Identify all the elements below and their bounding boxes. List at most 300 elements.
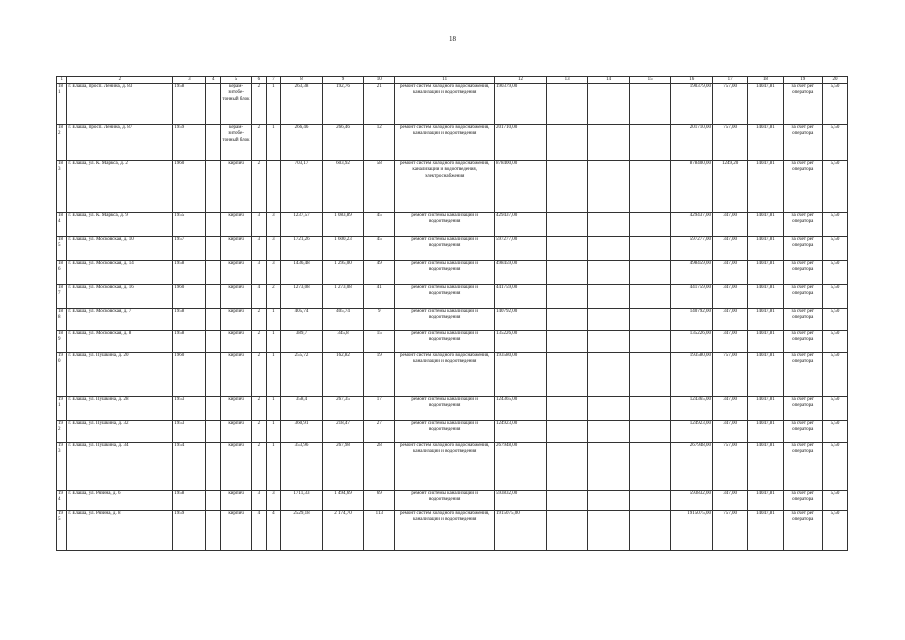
column-number: 2 (67, 77, 173, 84)
year-cell: 1960 (173, 353, 206, 397)
empty-cell (546, 84, 588, 125)
column-number: 20 (822, 77, 847, 84)
total-cost-cell: 135226,00 (671, 331, 713, 353)
total-area-cell: 389,7 (281, 331, 323, 353)
unit-cost-cell: 347,00 (712, 309, 747, 331)
empty-cell (588, 161, 630, 213)
total-cost-cell: 1915075,00 (671, 511, 713, 551)
floors-cell: 2 (252, 331, 267, 353)
total-cost-cell: 429437,00 (671, 213, 713, 237)
column-number: 11 (395, 77, 495, 84)
funding-source-cell: за счет рег оператора (783, 331, 822, 353)
address-cell: г. Елаша, ул. Пушкина, д. 28 (67, 397, 173, 421)
row-number-cell: 184 (57, 213, 67, 237)
residents-cell: 41 (364, 285, 395, 309)
row-number-cell: 183 (57, 161, 67, 213)
work-type-cell: ремонт системы канализации и водоотведения (395, 331, 495, 353)
residents-cell: 69 (364, 491, 395, 511)
empty-cell (206, 331, 221, 353)
entrances-cell: 3 (266, 261, 281, 285)
wall-material-cell: кирпич (220, 237, 251, 261)
table-row (57, 397, 848, 421)
entrances-cell: 3 (266, 237, 281, 261)
unit-cost-cell: 347,00 (712, 331, 747, 353)
total-area-cell: 358,4 (281, 397, 323, 421)
total-area-cell: 405,74 (281, 309, 323, 331)
empty-cell (206, 213, 221, 237)
cost-limit-cell: 14047,81 (748, 213, 783, 237)
table-row (57, 511, 848, 551)
funding-source-cell: за счет рег оператора (783, 491, 822, 511)
empty-cell (206, 84, 221, 125)
entrances-cell: 1 (266, 125, 281, 161)
cost-limit-cell: 14047,81 (748, 421, 783, 443)
funding-source-cell: за счет рег оператора (783, 161, 822, 213)
total-cost-cell: 124365,00 (671, 397, 713, 421)
year-cell: 1953 (173, 397, 206, 421)
address-cell: г. Елаша, ул. Московская, д. 10 (67, 237, 173, 261)
table-row (57, 443, 848, 491)
work-type-cell: ремонт системы канализации и водоотведения (395, 309, 495, 331)
wall-material-cell: кирпич (220, 331, 251, 353)
table-row (57, 353, 848, 397)
table-row (57, 237, 848, 261)
row-number-cell: 185 (57, 237, 67, 261)
column-number: 7 (266, 77, 281, 84)
table-row (57, 309, 848, 331)
empty-cell (546, 125, 588, 161)
row-number-cell: 186 (57, 261, 67, 285)
wall-material-cell: кирпич (220, 161, 251, 213)
unit-cost-cell: 1249,20 (712, 161, 747, 213)
floors-cell: 2 (252, 125, 267, 161)
work-cost-cell: 878400,00 (495, 161, 547, 213)
empty-cell (629, 261, 671, 285)
funding-source-cell: за счет рег оператора (783, 443, 822, 491)
empty-cell (629, 125, 671, 161)
term-cell: 5,50 (822, 261, 847, 285)
empty-cell (206, 353, 221, 397)
empty-cell (546, 309, 588, 331)
empty-cell (546, 285, 588, 309)
column-number: 19 (783, 77, 822, 84)
total-cost-cell: 597277,00 (671, 237, 713, 261)
table-row (57, 261, 848, 285)
total-cost-cell: 201710,00 (671, 125, 713, 161)
total-area-cell: 1273,08 (281, 285, 323, 309)
living-area-cell: 218,47 (322, 421, 364, 443)
work-cost-cell: 429437,00 (495, 213, 547, 237)
term-cell: 5,50 (822, 353, 847, 397)
work-type-cell: ремонт систем холодного водоснабжения, канализации и водоотведения (395, 443, 495, 491)
column-number: 16 (671, 77, 713, 84)
empty-cell (629, 161, 671, 213)
entrances-cell: 1 (266, 397, 281, 421)
cost-limit-cell: 14047,81 (748, 309, 783, 331)
floors-cell: 3 (252, 491, 267, 511)
cost-limit-cell: 14047,81 (748, 125, 783, 161)
term-cell: 5,50 (822, 125, 847, 161)
work-cost-cell: 193580,00 (495, 353, 547, 397)
empty-cell (629, 309, 671, 331)
residents-cell: 45 (364, 237, 395, 261)
empty-cell (206, 397, 221, 421)
empty-cell (629, 237, 671, 261)
empty-cell (206, 237, 221, 261)
term-cell: 5,50 (822, 511, 847, 551)
cost-limit-cell: 14047,81 (748, 161, 783, 213)
address-cell: г. Елаша, ул. Рязина, д. 6 (67, 491, 173, 511)
term-cell: 5,50 (822, 84, 847, 125)
residents-cell: 12 (364, 125, 395, 161)
empty-cell (546, 421, 588, 443)
residents-cell: 15 (364, 331, 395, 353)
row-number-cell: 181 (57, 84, 67, 125)
address-cell: г. Елаша, ул. Пушкина, д. 20 (67, 353, 173, 397)
entrances-cell: 1 (266, 309, 281, 331)
year-cell: 1953 (173, 421, 206, 443)
total-cost-cell: 193580,00 (671, 353, 713, 397)
living-area-cell: 1 600,23 (322, 237, 364, 261)
table-row (57, 213, 848, 237)
wall-material-cell: кирпич (220, 213, 251, 237)
wall-material-cell: кирпич (220, 421, 251, 443)
empty-cell (588, 285, 630, 309)
table-row (57, 331, 848, 353)
entrances-cell: 3 (266, 213, 281, 237)
floors-cell: 2 (252, 421, 267, 443)
unit-cost-cell: 347,00 (712, 491, 747, 511)
residents-cell: 45 (364, 213, 395, 237)
work-cost-cell: 190379,00 (495, 84, 547, 125)
residents-cell: 113 (364, 511, 395, 551)
funding-source-cell: за счет рег оператора (783, 237, 822, 261)
empty-cell (588, 261, 630, 285)
year-cell: 1955 (173, 213, 206, 237)
floors-cell: 3 (252, 261, 267, 285)
column-number: 6 (252, 77, 267, 84)
work-cost-cell: 597277,00 (495, 237, 547, 261)
total-area-cell: 266,46 (281, 125, 323, 161)
empty-cell (546, 397, 588, 421)
year-cell: 1959 (173, 125, 206, 161)
work-cost-cell: 593832,00 (495, 491, 547, 511)
living-area-cell: 603,92 (322, 161, 364, 213)
work-type-cell: ремонт системы канализации и водоотведения (395, 237, 495, 261)
entrances-cell (266, 161, 281, 213)
row-number-cell: 193 (57, 443, 67, 491)
table-row (57, 125, 848, 161)
living-area-cell: 1 494,69 (322, 491, 364, 511)
address-cell: г. Елаша, просп. Ленина, д. 83 (67, 84, 173, 125)
wall-material-cell: кирпич (220, 511, 251, 551)
cost-limit-cell: 14047,81 (748, 491, 783, 511)
table-row (57, 285, 848, 309)
cost-limit-cell: 14047,81 (748, 261, 783, 285)
unit-cost-cell: 757,00 (712, 353, 747, 397)
total-area-cell: 1436,48 (281, 261, 323, 285)
empty-cell (206, 161, 221, 213)
floors-cell: 2 (252, 161, 267, 213)
year-cell: 1958 (173, 84, 206, 125)
address-cell: г. Елаша, ул. Московская, д. 14 (67, 261, 173, 285)
entrances-cell: 1 (266, 84, 281, 125)
floors-cell: 3 (252, 213, 267, 237)
address-cell: г. Елаша, ул. К. Маркса, д. 9 (67, 213, 173, 237)
term-cell: 5,50 (822, 421, 847, 443)
total-cost-cell: 190379,00 (671, 84, 713, 125)
year-cell: 1959 (173, 511, 206, 551)
column-number: 1 (57, 77, 67, 84)
work-type-cell: ремонт системы канализации и водоотведения (395, 397, 495, 421)
term-cell: 5,50 (822, 285, 847, 309)
empty-cell (546, 161, 588, 213)
unit-cost-cell: 347,00 (712, 213, 747, 237)
cost-limit-cell: 14047,81 (748, 511, 783, 551)
wall-material-cell: керам-зитобе-тонный блок (220, 125, 251, 161)
address-cell: г. Елаша, ул. К. Маркса, д. 2 (67, 161, 173, 213)
unit-cost-cell: 347,00 (712, 421, 747, 443)
empty-cell (588, 353, 630, 397)
entrances-cell: 4 (266, 511, 281, 551)
floors-cell: 2 (252, 443, 267, 491)
empty-cell (546, 331, 588, 353)
work-type-cell: ремонт системы канализации и водоотведения (395, 285, 495, 309)
address-cell: г. Елаша, ул. Пушкина, д. 34 (67, 443, 173, 491)
work-cost-cell: 441759,00 (495, 285, 547, 309)
entrances-cell: 3 (266, 491, 281, 511)
living-area-cell: 192,76 (322, 84, 364, 125)
row-number-cell: 187 (57, 285, 67, 309)
empty-cell (546, 213, 588, 237)
row-number-cell: 189 (57, 331, 67, 353)
table-row (57, 421, 848, 443)
residents-cell: 21 (364, 84, 395, 125)
funding-source-cell: за счет рег оператора (783, 213, 822, 237)
funding-source-cell: за счет рег оператора (783, 309, 822, 331)
empty-cell (629, 353, 671, 397)
column-number: 5 (220, 77, 251, 84)
unit-cost-cell: 347,00 (712, 261, 747, 285)
work-cost-cell: 124923,00 (495, 421, 547, 443)
floors-cell: 2 (252, 309, 267, 331)
work-type-cell: ремонт систем холодного водоснабжения, канализации и водоотведения (395, 511, 495, 551)
year-cell: 1954 (173, 443, 206, 491)
wall-material-cell: кирпич (220, 491, 251, 511)
column-number: 9 (322, 77, 364, 84)
address-cell: г. Елаша, ул. Рязина, д. 8 (67, 511, 173, 551)
total-area-cell: 360,91 (281, 421, 323, 443)
work-cost-cell: 140792,00 (495, 309, 547, 331)
empty-cell (629, 331, 671, 353)
work-type-cell: ремонт системы канализации и водоотведения (395, 261, 495, 285)
wall-material-cell: кирпич (220, 443, 251, 491)
term-cell: 5,50 (822, 309, 847, 331)
term-cell: 5,50 (822, 331, 847, 353)
cost-limit-cell: 14047,81 (748, 331, 783, 353)
total-cost-cell: 140792,00 (671, 309, 713, 331)
total-area-cell: 263,38 (281, 84, 323, 125)
empty-cell (206, 261, 221, 285)
living-area-cell: 405,74 (322, 309, 364, 331)
floors-cell: 2 (252, 84, 267, 125)
unit-cost-cell: 757,00 (712, 125, 747, 161)
unit-cost-cell: 347,00 (712, 397, 747, 421)
empty-cell (629, 397, 671, 421)
empty-cell (629, 511, 671, 551)
work-type-cell: ремонт систем холодного водоснабжения, канализации и водоотведения (395, 84, 495, 125)
empty-cell (206, 125, 221, 161)
cost-limit-cell: 14047,81 (748, 84, 783, 125)
empty-cell (588, 421, 630, 443)
row-number-cell: 182 (57, 125, 67, 161)
row-number-cell: 190 (57, 353, 67, 397)
living-area-cell: 267,35 (322, 397, 364, 421)
empty-cell (588, 84, 630, 125)
empty-cell (546, 353, 588, 397)
floors-cell: 2 (252, 353, 267, 397)
column-number: 8 (281, 77, 323, 84)
empty-cell (629, 213, 671, 237)
column-number: 18 (748, 77, 783, 84)
row-number-cell: 188 (57, 309, 67, 331)
year-cell: 1958 (173, 261, 206, 285)
entrances-cell: 1 (266, 443, 281, 491)
living-area-cell: 266,46 (322, 125, 364, 161)
empty-cell (588, 331, 630, 353)
work-type-cell: ремонт системы канализации и водоотведения (395, 421, 495, 443)
column-number: 15 (629, 77, 671, 84)
cost-limit-cell: 14047,81 (748, 285, 783, 309)
total-area-cell: 1721,26 (281, 237, 323, 261)
work-type-cell: ремонт систем холодного водоснабжения, канализации и водоотведения (395, 125, 495, 161)
empty-cell (206, 491, 221, 511)
living-area-cell: 2 174,70 (322, 511, 364, 551)
floors-cell: 3 (252, 237, 267, 261)
total-cost-cell: 498459,00 (671, 261, 713, 285)
funding-source-cell: за счет рег оператора (783, 285, 822, 309)
total-area-cell: 1237,57 (281, 213, 323, 237)
empty-cell (588, 213, 630, 237)
cost-limit-cell: 14047,81 (748, 353, 783, 397)
work-cost-cell: 124365,00 (495, 397, 547, 421)
term-cell: 5,50 (822, 397, 847, 421)
year-cell: 1958 (173, 491, 206, 511)
empty-cell (546, 237, 588, 261)
wall-material-cell: керам-зитобе-тонный блок (220, 84, 251, 125)
empty-cell (546, 261, 588, 285)
term-cell: 5,50 (822, 491, 847, 511)
row-number-cell: 195 (57, 511, 67, 551)
work-cost-cell: 498459,00 (495, 261, 547, 285)
year-cell: 1958 (173, 309, 206, 331)
entrances-cell: 1 (266, 421, 281, 443)
column-number: 14 (588, 77, 630, 84)
unit-cost-cell: 347,00 (712, 237, 747, 261)
year-cell: 1957 (173, 237, 206, 261)
empty-cell (629, 491, 671, 511)
column-number: 13 (546, 77, 588, 84)
entrances-cell: 2 (266, 285, 281, 309)
wall-material-cell: кирпич (220, 397, 251, 421)
funding-source-cell: за счет рег оператора (783, 353, 822, 397)
total-cost-cell: 878400,00 (671, 161, 713, 213)
living-area-cell: 162,82 (322, 353, 364, 397)
work-type-cell: ремонт системы канализации и водоотведения (395, 213, 495, 237)
wall-material-cell: кирпич (220, 353, 251, 397)
work-cost-cell: 201710,00 (495, 125, 547, 161)
work-cost-cell: 1915075,00 (495, 511, 547, 551)
residents-cell: 19 (364, 353, 395, 397)
living-area-cell: 1 295,00 (322, 261, 364, 285)
cost-limit-cell: 14047,81 (748, 443, 783, 491)
total-cost-cell: 267948,00 (671, 443, 713, 491)
address-cell: г. Елаша, просп. Ленина, д. 87 (67, 125, 173, 161)
address-cell: г. Елаша, ул. Пушкина, д. 32 (67, 421, 173, 443)
floors-cell: 4 (252, 511, 267, 551)
living-area-cell: 345,8 (322, 331, 364, 353)
cost-limit-cell: 14047,81 (748, 397, 783, 421)
floors-cell: 2 (252, 397, 267, 421)
residents-cell: 27 (364, 421, 395, 443)
total-area-cell: 255,72 (281, 353, 323, 397)
total-area-cell: 1711,33 (281, 491, 323, 511)
table-row (57, 84, 848, 125)
column-number: 4 (206, 77, 221, 84)
funding-source-cell: за счет рег оператора (783, 511, 822, 551)
empty-cell (206, 511, 221, 551)
wall-material-cell: кирпич (220, 285, 251, 309)
living-area-cell: 267,98 (322, 443, 364, 491)
unit-cost-cell: 347,00 (712, 285, 747, 309)
year-cell: 1958 (173, 331, 206, 353)
empty-cell (629, 285, 671, 309)
term-cell: 5,50 (822, 237, 847, 261)
funding-source-cell: за счет рег оператора (783, 125, 822, 161)
address-cell: г. Елаша, ул. Московская, д. 16 (67, 285, 173, 309)
work-cost-cell: 135226,00 (495, 331, 547, 353)
address-cell: г. Елаша, ул. Московская, д. 8 (67, 331, 173, 353)
empty-cell (546, 491, 588, 511)
empty-cell (588, 237, 630, 261)
wall-material-cell: кирпич (220, 309, 251, 331)
work-type-cell: ремонт систем холодного водоснабжения, канализации и водоотведения (395, 353, 495, 397)
empty-cell (629, 443, 671, 491)
unit-cost-cell: 757,00 (712, 511, 747, 551)
residents-cell: 58 (364, 161, 395, 213)
column-number: 12 (495, 77, 547, 84)
empty-cell (629, 84, 671, 125)
total-area-cell: 2529,18 (281, 511, 323, 551)
total-area-cell: 353,96 (281, 443, 323, 491)
empty-cell (546, 443, 588, 491)
empty-cell (588, 309, 630, 331)
table-row (57, 491, 848, 511)
address-cell: г. Елаша, ул. Московская, д. 7 (67, 309, 173, 331)
residents-cell: 9 (364, 309, 395, 331)
year-cell: 1960 (173, 285, 206, 309)
empty-cell (588, 491, 630, 511)
wall-material-cell: кирпич (220, 261, 251, 285)
funding-source-cell: за счет рег оператора (783, 421, 822, 443)
term-cell: 5,50 (822, 161, 847, 213)
living-area-cell: 1 083,89 (322, 213, 364, 237)
funding-source-cell: за счет рег оператора (783, 84, 822, 125)
row-number-cell: 194 (57, 491, 67, 511)
empty-cell (206, 443, 221, 491)
total-cost-cell: 441759,00 (671, 285, 713, 309)
entrances-cell: 1 (266, 353, 281, 397)
